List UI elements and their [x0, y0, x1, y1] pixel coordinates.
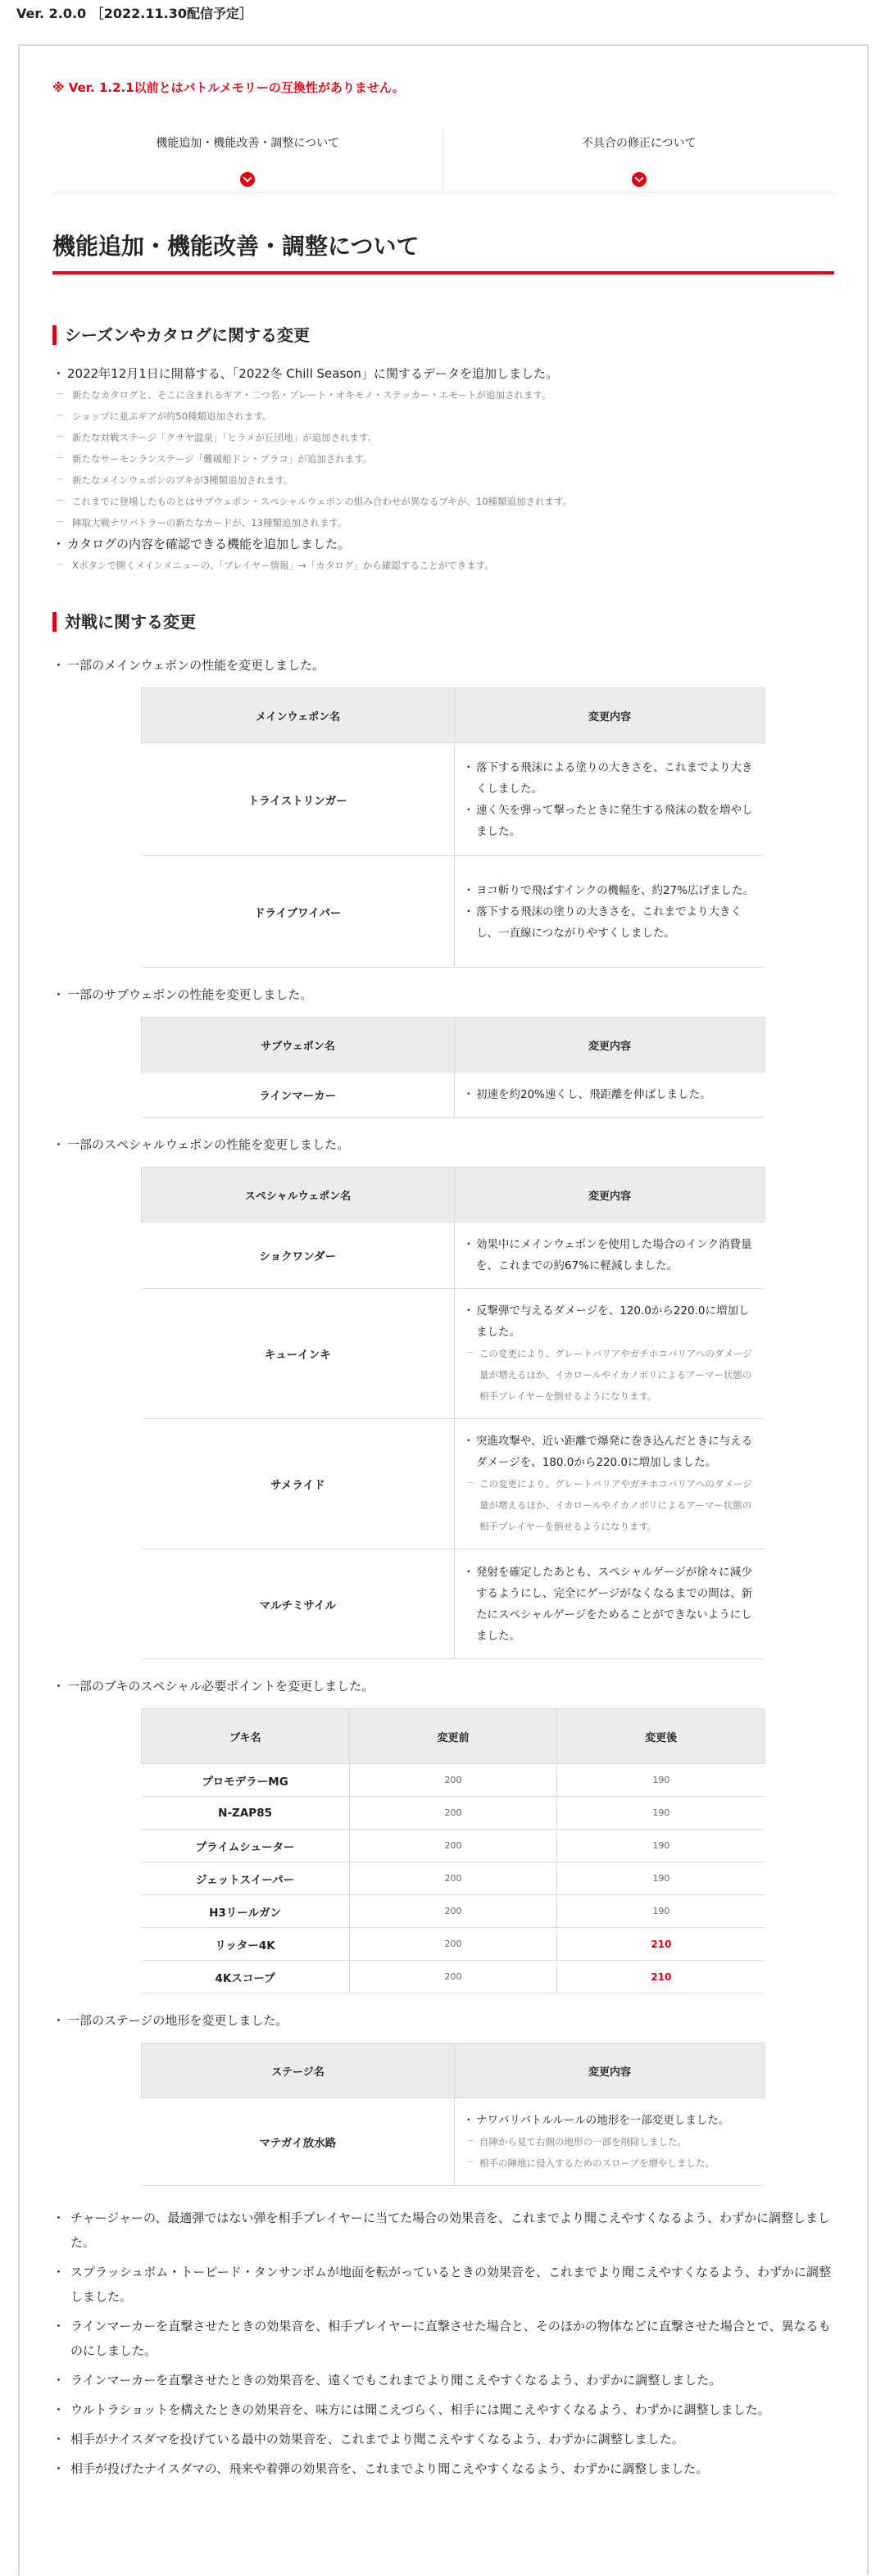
table-row [142, 1961, 765, 1993]
nav-bug-fixes[interactable] [443, 128, 835, 192]
item-name-cell: ラインマーカー [142, 1073, 455, 1118]
table-header-row [142, 1709, 765, 1764]
change-note: － この変更により、グレートバリアやガチホコバリアへのダメージ量が増えるほか、イカロールやイカノボリによるアーマー状態の相手プレイヤーを倒せるようになります。 [465, 1343, 756, 1407]
table-header-cell: メインウェポン名 [142, 688, 455, 743]
section-heading-season: シーズンやカタログに関する変更 [52, 325, 834, 345]
change-item: ・ スプラッシュボム・トーピード・タンサンボムが地面を転がっているときの効果音を、これまでより聞こえやすくなるよう、わずかに調整しました。 [52, 2260, 834, 2309]
change-subitem: － ショップに並ぶギアが約50種類追加されます。 [52, 406, 834, 427]
points-after-cell: 190 [557, 1895, 765, 1928]
nav-feature-adjustments[interactable] [52, 128, 443, 192]
weapon-name-cell: プライムシューター [142, 1830, 350, 1862]
nav-bugfix-label: 不具合の修正について [581, 137, 697, 150]
special-weapon-table [52, 1167, 834, 1659]
table-intro-text: ・ 一部のスペシャルウェポンの性能を変更しました。 [52, 1134, 834, 1155]
points-before-cell: 200 [349, 1895, 557, 1928]
special-points-grid [141, 1708, 765, 1993]
stage-table [52, 2043, 834, 2186]
table-header-row [142, 1168, 765, 1222]
weapon-name-cell: H3リールガン [142, 1895, 350, 1928]
table-intro-text: ・ 一部のステージの地形を変更しました。 [52, 2010, 834, 2031]
chevron-down-icon [240, 172, 255, 187]
table-row [142, 2098, 765, 2186]
stage-intro [52, 2010, 834, 2031]
points-before-cell: 200 [349, 1764, 557, 1797]
change-point: ・ 突進攻撃や、近い距離で爆発に巻き込んだときに与えるダメージを、180.0から220.0に増加しました。 [465, 1431, 756, 1473]
table-row [142, 1222, 765, 1289]
page-title: 機能追加・機能改善・調整について [52, 232, 834, 274]
points-before-cell: 200 [349, 1862, 557, 1895]
table-row [142, 1073, 765, 1118]
patch-notes-card [18, 44, 869, 2575]
table-header-cell: 変更前 [349, 1709, 557, 1764]
change-point: ・ 発射を確定したあとも、スペシャルゲージが徐々に減少するようにし、完全にゲージがなくなるまでの間は、新たにスペシャルゲージをためることができないようにしました。 [465, 1562, 756, 1647]
table-row [142, 1289, 765, 1419]
misc-items [52, 2206, 834, 2481]
weapon-name-cell: 4Kスコープ [142, 1961, 350, 1993]
table-header-cell: 変更後 [557, 1709, 765, 1764]
change-content-list [465, 757, 756, 842]
compatibility-warning: ※ Ver. 1.2.1以前とはバトルメモリーの互換性がありません。 [52, 80, 405, 95]
change-subitem: － 新たなサーモンランステージ「難破船ドン・ブラコ」が追加されます。 [52, 448, 834, 469]
change-content-cell [455, 1289, 765, 1419]
item-name-cell: ショクワンダー [142, 1222, 455, 1289]
main-weapon-table [52, 687, 834, 968]
points-after-cell: 190 [557, 1830, 765, 1862]
weapon-name-cell: プロモデラーMG [142, 1764, 350, 1797]
change-content-cell [455, 856, 765, 968]
change-subitem: － これまでに登場したものとはサブウェポン・スペシャルウェポンの組み合わせが異なるブキが、10種類追加されます。 [52, 491, 834, 512]
points-after-cell: 190 [557, 1862, 765, 1895]
points-before-cell: 200 [349, 1830, 557, 1862]
change-item: ・ ウルトラショットを構えたときの効果音を、味方には聞こえづらく、相手には聞こえやすくなるよう、わずかに調整しました。 [52, 2397, 834, 2422]
table-header-row [142, 2043, 765, 2098]
item-name-cell: ドライブワイパー [142, 856, 455, 968]
change-point: ・ ナワバリバトルルールの地形を一部変更しました。 [465, 2110, 756, 2131]
change-item: ・ ラインマーカーを直撃させたときの効果音を、相手プレイヤーに直撃させた場合と、そのほかの物体などに直撃させた場合とで、異なるものにしました。 [52, 2314, 834, 2363]
table-row [142, 1419, 765, 1549]
version-header: Ver. 2.0.0 ［2022.11.30配信予定］ [16, 6, 252, 21]
main-weapon-grid [141, 687, 765, 968]
change-point: ・ 落下する飛沫による塗りの大きさを、これまでより大きくしました。 [465, 757, 756, 800]
change-point: ・ 落下する飛沫の塗りの大きさを、これまでより大きくし、一直線につながりやすくしました。 [465, 901, 756, 944]
change-subitem: － 陣取大戦ナワバトラーの新たなカードが、13種類追加されます。 [52, 512, 834, 533]
weapon-name-cell: リッター4K [142, 1928, 350, 1961]
table-intro-text: ・ 一部のサブウェポンの性能を変更しました。 [52, 984, 834, 1005]
table-row [142, 743, 765, 856]
change-content-cell [455, 1549, 765, 1659]
change-subitem: － 新たなカタログと、そこに含まれるギア・二つ名・プレート・オキモノ・ステッカー・エモートが追加されます。 [52, 384, 834, 406]
change-point: ・ ヨコ斬りで飛ばすインクの機幅を、約27%広げました。 [465, 880, 756, 901]
anchor-navigation [52, 128, 834, 193]
nav-feature-label: 機能追加・機能改善・調整について [156, 137, 340, 150]
change-content-cell [455, 1222, 765, 1289]
special-weapon-grid [141, 1167, 765, 1659]
change-point: ・ 速く矢を弾って撃ったときに発生する飛沫の数を増やしました。 [465, 800, 756, 842]
item-name-cell: トライストリンガー [142, 743, 455, 856]
table-header-row [142, 1018, 765, 1073]
season-items [52, 363, 834, 576]
change-subitem: － 新たな対戦ステージ「クサヤ温泉」「ヒラメが丘団地」が追加されます。 [52, 427, 834, 448]
table-intro-text: ・ 一部のメインウェポンの性能を変更しました。 [52, 655, 834, 676]
points-after-cell: 190 [557, 1764, 765, 1797]
change-subitem: － 新たなメインウェポンのブキが3種類追加されます。 [52, 469, 834, 491]
special-points-table [52, 1708, 834, 1993]
change-point: ・ 反撃弾で与えるダメージを、120.0から220.0に増加しました。 [465, 1300, 756, 1343]
section-heading-battle: 対戦に関する変更 [52, 612, 834, 632]
change-content-cell [455, 2098, 765, 2186]
main-weapon-intro [52, 655, 834, 676]
points-after-cell: 190 [557, 1797, 765, 1830]
table-header-cell: ブキ名 [142, 1709, 350, 1764]
change-content-cell [455, 1419, 765, 1549]
change-note: － この変更により、グレートバリアやガチホコバリアへのダメージ量が増えるほか、イカロールやイカノボリによるアーマー状態の相手プレイヤーを倒せるようになります。 [465, 1473, 756, 1537]
table-header-row [142, 688, 765, 743]
season-change-list [52, 363, 834, 576]
table-intro-text: ・ 一部のブキのスペシャル必要ポイントを変更しました。 [52, 1676, 834, 1697]
table-row [142, 1549, 765, 1659]
item-name-cell: キューインキ [142, 1289, 455, 1419]
table-header-cell: 変更内容 [455, 688, 765, 743]
special-points-intro [52, 1676, 834, 1697]
table-header-cell: スペシャルウェポン名 [142, 1168, 455, 1222]
change-subitem: － Xボタンで開くメインメニューの、「プレイヤー情報」→「カタログ」から確認することができます。 [52, 555, 834, 576]
change-item: ・ カタログの内容を確認できる機能を追加しました。 [52, 533, 834, 555]
table-header-cell: 変更内容 [455, 1168, 765, 1222]
change-content-list [465, 1562, 756, 1647]
table-header-cell: サブウェポン名 [142, 1018, 455, 1073]
table-row [142, 1797, 765, 1830]
table-header-cell: 変更内容 [455, 1018, 765, 1073]
change-content-list [465, 880, 756, 944]
change-note: － 自陣から見て右側の地形の一部を削除しました。 [465, 2131, 756, 2152]
weapon-name-cell: N-ZAP85 [142, 1797, 350, 1830]
misc-change-list [52, 2206, 834, 2481]
item-name-cell: サメライド [142, 1419, 455, 1549]
change-content-list [465, 2110, 756, 2174]
stage-grid [141, 2043, 765, 2186]
change-item: ・ 相手が投げたナイスダマの、飛来や着弾の効果音を、これまでより聞こえやすくなるよう、わずかに調整しました。 [52, 2456, 834, 2481]
special-weapon-intro [52, 1134, 834, 1155]
change-content-list [465, 1431, 756, 1537]
change-item: ・ 相手がナイスダマを投げている最中の効果音を、これまでより聞こえやすくなるよう、わずかに調整しました。 [52, 2427, 834, 2451]
points-before-cell: 200 [349, 1797, 557, 1830]
change-note: － 相手の陣地に侵入するためのスロープを増やしました。 [465, 2152, 756, 2174]
item-name-cell: マテガイ放水路 [142, 2098, 455, 2186]
sub-weapon-intro [52, 984, 834, 1005]
table-row [142, 1830, 765, 1862]
points-before-cell: 200 [349, 1961, 557, 1993]
sub-weapon-table [52, 1017, 834, 1118]
change-item: ・ チャージャーの、最適弾ではない弾を相手プレイヤーに当てた場合の効果音を、これまでより聞こえやすくなるよう、わずかに調整しました。 [52, 2206, 834, 2255]
points-after-cell: 210 [557, 1928, 765, 1961]
points-after-cell: 210 [557, 1961, 765, 1993]
table-row [142, 1764, 765, 1797]
change-item: ・ 2022年12月1日に開幕する、「2022冬 Chill Season」に関するデータを追加しました。 [52, 363, 834, 384]
change-point: ・ 初速を約20%速くし、飛距離を伸ばしました。 [465, 1084, 756, 1105]
change-content-list [465, 1084, 756, 1105]
change-content-cell [455, 1073, 765, 1118]
change-item: ・ ラインマーカーを直撃させたときの効果音を、遠くでもこれまでより聞こえやすくなるよう、わずかに調整しました。 [52, 2368, 834, 2392]
points-before-cell: 200 [349, 1928, 557, 1961]
item-name-cell: マルチミサイル [142, 1549, 455, 1659]
chevron-down-icon [632, 172, 647, 187]
table-row [142, 856, 765, 968]
table-header-cell: ステージ名 [142, 2043, 455, 2098]
weapon-name-cell: ジェットスイーパー [142, 1862, 350, 1895]
table-header-cell: 変更内容 [455, 2043, 765, 2098]
change-content-cell [455, 743, 765, 856]
change-content-list [465, 1234, 756, 1277]
sub-weapon-grid [141, 1017, 765, 1118]
table-row [142, 1928, 765, 1961]
table-row [142, 1862, 765, 1895]
change-point: ・ 効果中にメインウェポンを使用した場合のインク消費量を、これまでの約67%に軽減しました。 [465, 1234, 756, 1277]
change-content-list [465, 1300, 756, 1407]
table-row [142, 1895, 765, 1928]
